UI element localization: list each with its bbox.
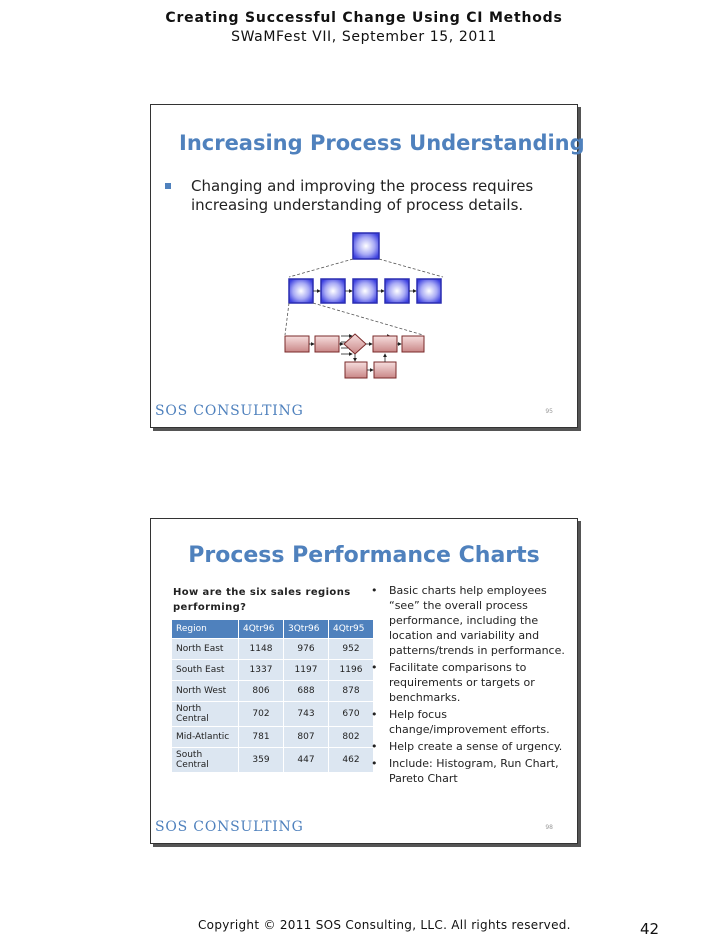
bullet-dot-icon: • — [371, 708, 378, 721]
note-text: Help create a sense of urgency. — [389, 740, 563, 753]
list-item — [365, 739, 565, 754]
value-cell: 743 — [284, 702, 329, 727]
sales-table — [171, 619, 374, 773]
bullet-dot-icon: • — [371, 584, 378, 597]
table-row — [172, 727, 374, 748]
list-item — [365, 583, 565, 658]
list-item — [365, 660, 565, 705]
note-text: Basic charts help employees “see” the overall process performance, including the location and variability and patterns/trends in performance. — [389, 584, 565, 657]
list-item — [365, 756, 565, 786]
notes-list — [365, 583, 565, 788]
bullet-text: Changing and improving the process requires increasing understanding of process details. — [191, 177, 534, 214]
value-cell: 806 — [239, 681, 284, 702]
document-header-subtitle: SWaMFest VII, September 15, 2011 — [231, 29, 497, 45]
region-cell: South Central — [172, 748, 239, 773]
value-cell: 802 — [329, 727, 374, 748]
value-cell: 1337 — [239, 660, 284, 681]
value-cell: 447 — [284, 748, 329, 773]
value-cell: 670 — [329, 702, 374, 727]
table-row — [172, 660, 374, 681]
region-cell: North East — [172, 639, 239, 660]
value-cell: 702 — [239, 702, 284, 727]
company-logo: SOS CONSULTING — [155, 403, 304, 419]
column-header: Region — [172, 620, 239, 639]
page-number: 42 — [640, 920, 660, 938]
value-cell: 688 — [284, 681, 329, 702]
value-cell: 976 — [284, 639, 329, 660]
square-bullet-icon — [165, 183, 171, 189]
value-cell: 952 — [329, 639, 374, 660]
region-cell: North Central — [172, 702, 239, 727]
detailed-flowchart — [285, 334, 424, 378]
table-row — [172, 639, 374, 660]
value-cell: 462 — [329, 748, 374, 773]
region-cell: North West — [172, 681, 239, 702]
company-logo: SOS CONSULTING — [155, 819, 304, 835]
list-item — [365, 707, 565, 737]
bullet-dot-icon: • — [371, 740, 378, 753]
table-row — [172, 681, 374, 702]
note-text: Include: Histogram, Run Chart, Pareto Chart — [389, 757, 559, 785]
note-text: Facilitate comparisons to requirements or targets or benchmarks. — [389, 661, 535, 704]
value-cell: 781 — [239, 727, 284, 748]
table-row — [172, 702, 374, 727]
slide-number: 98 — [545, 824, 553, 831]
document-header-title: Creating Successful Change Using CI Methods — [165, 10, 563, 26]
column-header: 4Qtr96 — [239, 620, 284, 639]
slide-title: Process Performance Charts — [188, 543, 540, 568]
copyright-footer: Copyright © 2011 SOS Consulting, LLC. All rights reserved. — [198, 918, 571, 932]
process-hierarchy-diagram — [151, 223, 577, 383]
table-question: How are the six sales regions performing? — [173, 587, 351, 613]
slide-number: 95 — [545, 408, 553, 415]
slide-98 — [150, 518, 578, 844]
value-cell: 807 — [284, 727, 329, 748]
table-header-row — [172, 620, 374, 639]
region-cell: South East — [172, 660, 239, 681]
slide-bullet — [165, 177, 565, 215]
column-header: 3Qtr96 — [284, 620, 329, 639]
bullet-dot-icon: • — [371, 661, 378, 674]
column-header: 4Qtr95 — [329, 620, 374, 639]
value-cell: 1197 — [284, 660, 329, 681]
value-cell: 1148 — [239, 639, 284, 660]
slide-95 — [150, 104, 585, 428]
bullet-dot-icon: • — [371, 757, 378, 770]
slide-title: Increasing Process Understanding — [179, 131, 585, 155]
note-text: Help focus change/improvement efforts. — [389, 708, 550, 736]
region-cell: Mid-Atlantic — [172, 727, 239, 748]
value-cell: 1196 — [329, 660, 374, 681]
second-level-process — [289, 279, 441, 303]
value-cell: 878 — [329, 681, 374, 702]
table-row — [172, 748, 374, 773]
value-cell: 359 — [239, 748, 284, 773]
